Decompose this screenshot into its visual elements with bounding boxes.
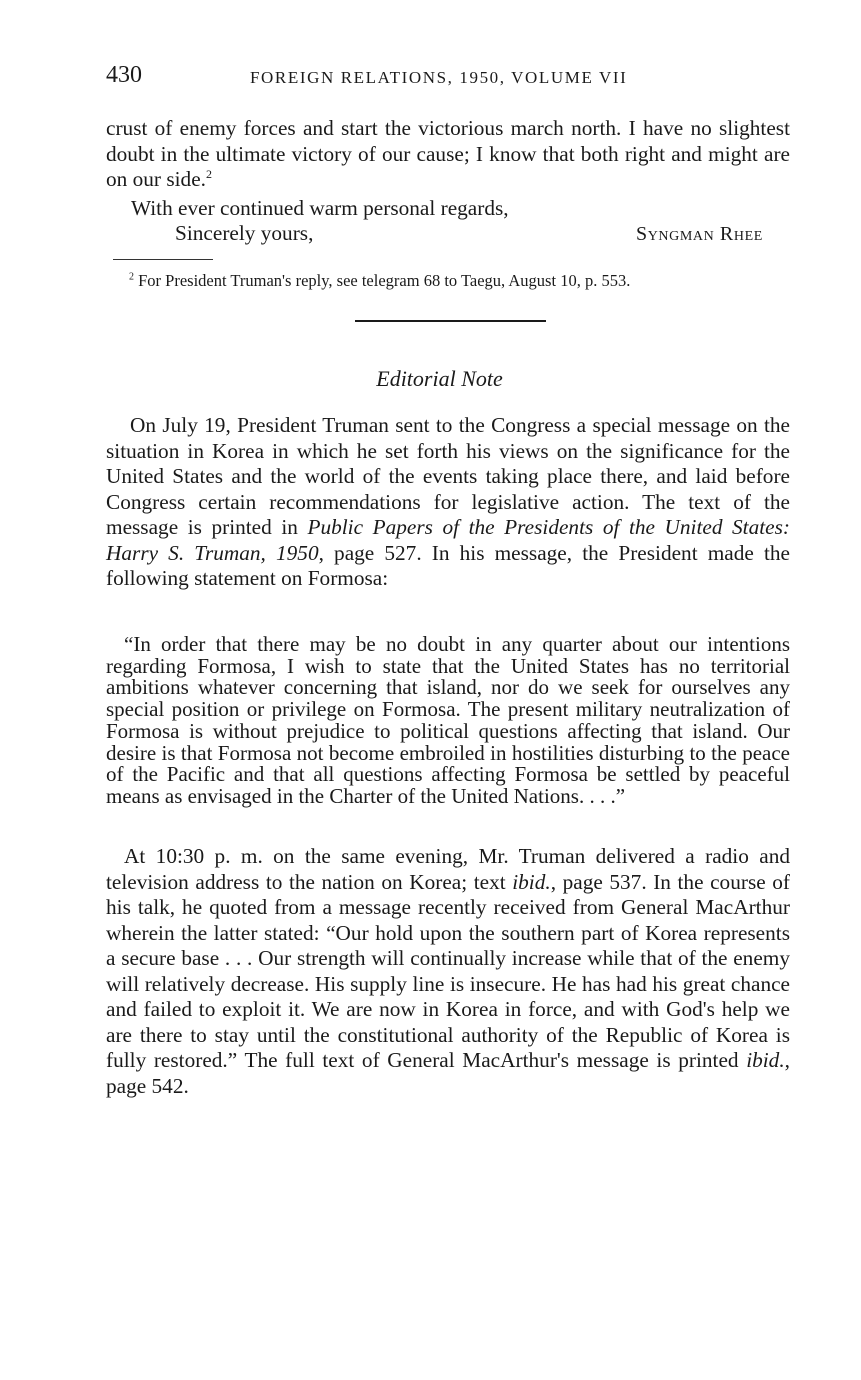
ibid-citation-1: ibid. bbox=[512, 869, 551, 894]
letter-continuation-text: crust of enemy forces and start the victorious march north. I have no slightest doubt in the ultimate victory of our cause; I know that both right and might are on our side. bbox=[106, 116, 790, 191]
footnote-divider bbox=[113, 259, 213, 260]
truman-formosa-quote: “In order that there may be no doubt in any quarter about our intentions regarding Formosa, I wish to state that the United States has no territorial ambitions whatever concerning that island, nor do we seek for ourselves any special position or privilege on Formosa. The present military neutralization of Formosa is without prejudice to political questions affecting that island. Our desire is that Formosa not become embroiled in hostilities disturbing to the peace of the Pacific and that all questions affecting Formosa be settled by peaceful means as envisaged in the Charter of the United Nations. . . .” bbox=[106, 632, 790, 808]
paragraph-1-text-b: , page 527. In his message, the President made the following statement on Formosa: bbox=[106, 540, 790, 590]
letter-closing: Sincerely yours, bbox=[175, 221, 314, 245]
footnote-text: For President Truman's reply, see telegram 68 to Taegu, August 10, p. 553. bbox=[138, 271, 631, 290]
footnote bbox=[129, 271, 630, 291]
paragraph-2-text-a: At 10:30 p. m. on the same evening, Mr. Truman delivered a radio and television address to the nation on Korea; text bbox=[106, 844, 790, 894]
running-head: FOREIGN RELATIONS, 1950, VOLUME VII bbox=[250, 68, 628, 87]
footnote-number: 2 bbox=[129, 271, 134, 283]
letter-signature: Syngman Rhee bbox=[636, 223, 763, 245]
footnote-reference: 2 bbox=[205, 166, 212, 181]
editorial-paragraph-1 bbox=[106, 413, 790, 592]
letter-continuation bbox=[106, 116, 790, 193]
editorial-paragraph-2 bbox=[106, 844, 790, 1099]
page-header bbox=[106, 62, 800, 94]
editorial-note-title: Editorial Note bbox=[376, 366, 503, 391]
page-number: 430 bbox=[106, 62, 142, 88]
paragraph-1-text-a: On July 19, President Truman sent to the Congress a special message on the situation in Korea in which he set forth his views on the significance for the United States and the world of the events taking place there, and laid before Congress certain recommendations for legislative action. The text of the message is printed in bbox=[106, 413, 790, 539]
paragraph-2-text-c: , page 542. bbox=[106, 1048, 790, 1098]
paragraph-2-text-b: , page 537. In the course of his talk, he quoted from a message recently received from General MacArthur wherein the latter stated: “Our hold upon the southern part of Korea represents a secure base . . . Our strength will continually increase while that of the enemy will relatively decrease. His supply line is insecure. He has had his great chance and failed to exploit it. We are now in Korea in force, and with God's help we are there to stay until the constitutional authority of the Republic of Korea is fully restored.” The full text of General MacArthur's message is printed bbox=[106, 869, 790, 1072]
publication-title: Public Papers of the Presidents of the United States: Harry S. Truman, 1950 bbox=[106, 515, 790, 565]
ibid-citation-2: ibid. bbox=[746, 1048, 785, 1072]
section-divider bbox=[355, 320, 546, 322]
letter-regards: With ever continued warm personal regards, bbox=[131, 196, 509, 220]
